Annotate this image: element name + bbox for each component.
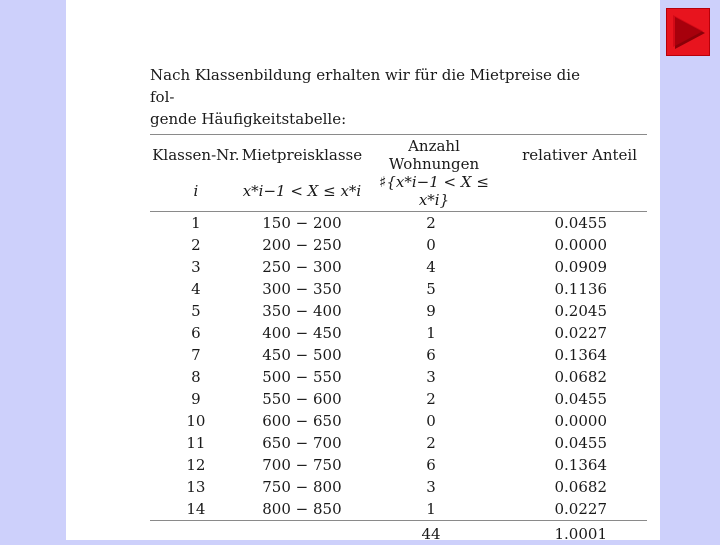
cell-count: 5 (362, 278, 500, 300)
cell-class-no: 11 (150, 432, 242, 454)
cell-class-no: 9 (150, 388, 242, 410)
cell-class-no: 3 (150, 256, 242, 278)
table-row (150, 344, 647, 366)
cell-count: 0 (362, 234, 500, 256)
cell-share: 0.0455 (500, 432, 647, 454)
cell-count: 1 (362, 498, 500, 521)
cell-count: 0 (362, 410, 500, 432)
cell-class-no: 6 (150, 322, 242, 344)
cell-rent-class: 700 − 750 (242, 454, 362, 476)
subheader-row (150, 173, 647, 212)
cell-count: 6 (362, 454, 500, 476)
cell-rent-class: 600 − 650 (242, 410, 362, 432)
cell-rent-class: 350 − 400 (242, 300, 362, 322)
cell-count: 2 (362, 388, 500, 410)
table-row (150, 256, 647, 278)
header-row (150, 135, 647, 174)
cell-share: 0.2045 (500, 300, 647, 322)
total-count: 44 (362, 521, 500, 545)
cell-rent-class: 650 − 700 (242, 432, 362, 454)
cell-class-no: 4 (150, 278, 242, 300)
table-row (150, 454, 647, 476)
cell-share: 0.0227 (500, 322, 647, 344)
cell-share: 0.0227 (500, 498, 647, 521)
cell-class-no: 13 (150, 476, 242, 498)
cell-share: 0.1136 (500, 278, 647, 300)
table-row (150, 498, 647, 521)
cell-rent-class: 200 − 250 (242, 234, 362, 256)
cell-rent-class: 800 − 850 (242, 498, 362, 521)
table-row (150, 322, 647, 344)
cell-rent-class: 550 − 600 (242, 388, 362, 410)
table-row (150, 278, 647, 300)
table-row (150, 234, 647, 256)
total-empty-2 (242, 521, 362, 545)
total-row (150, 521, 647, 545)
table-row (150, 432, 647, 454)
cell-count: 4 (362, 256, 500, 278)
subheader-index: i (150, 173, 242, 212)
cell-rent-class: 400 − 450 (242, 322, 362, 344)
cell-class-no: 2 (150, 234, 242, 256)
cell-class-no: 10 (150, 410, 242, 432)
cell-rent-class: 750 − 800 (242, 476, 362, 498)
cell-count: 2 (362, 212, 500, 235)
cell-share: 0.0000 (500, 410, 647, 432)
cell-count: 3 (362, 366, 500, 388)
table-row (150, 300, 647, 322)
cell-rent-class: 500 − 550 (242, 366, 362, 388)
cell-class-no: 5 (150, 300, 242, 322)
table-row (150, 388, 647, 410)
cell-share: 0.0000 (500, 234, 647, 256)
cell-share: 0.0455 (500, 212, 647, 235)
header-rent-class: Mietpreisklasse (242, 135, 362, 174)
cell-count: 3 (362, 476, 500, 498)
total-empty-1 (150, 521, 242, 545)
subheader-empty (500, 173, 647, 212)
cell-share: 0.0455 (500, 388, 647, 410)
total-share: 1.0001 (500, 521, 647, 545)
header-class-no: Klassen-Nr. (150, 135, 242, 174)
cell-rent-class: 300 − 350 (242, 278, 362, 300)
cell-rent-class: 150 − 200 (242, 212, 362, 235)
intro-line-2: gende Häufigkeitstabelle: (150, 108, 590, 130)
table-row (150, 366, 647, 388)
play-right-icon (667, 9, 711, 57)
cell-class-no: 1 (150, 212, 242, 235)
cell-count: 1 (362, 322, 500, 344)
cell-share: 0.0682 (500, 366, 647, 388)
cell-share: 0.0682 (500, 476, 647, 498)
cell-count: 6 (362, 344, 500, 366)
intro-text (150, 64, 590, 130)
cell-count: 2 (362, 432, 500, 454)
cell-rent-class: 250 − 300 (242, 256, 362, 278)
header-count: Anzahl Wohnungen (362, 135, 500, 174)
cell-class-no: 8 (150, 366, 242, 388)
cell-share: 0.0909 (500, 256, 647, 278)
subheader-count-formula: ♯{x*i−1 < X ≤ x*i} (362, 173, 500, 212)
intro-line-1: Nach Klassenbildung erhalten wir für die Mietpreise die fol- (150, 64, 590, 108)
cell-class-no: 14 (150, 498, 242, 521)
table-row (150, 476, 647, 498)
cell-share: 0.1364 (500, 344, 647, 366)
cell-count: 9 (362, 300, 500, 322)
table-body (150, 212, 647, 521)
subheader-interval: x*i−1 < X ≤ x*i (242, 173, 362, 212)
cell-share: 0.1364 (500, 454, 647, 476)
table-row (150, 212, 647, 235)
header-relative-share: relativer Anteil (500, 135, 647, 174)
cell-rent-class: 450 − 500 (242, 344, 362, 366)
cell-class-no: 12 (150, 454, 242, 476)
frequency-table (150, 134, 647, 545)
cell-class-no: 7 (150, 344, 242, 366)
next-slide-button[interactable] (666, 8, 710, 56)
table-row (150, 410, 647, 432)
